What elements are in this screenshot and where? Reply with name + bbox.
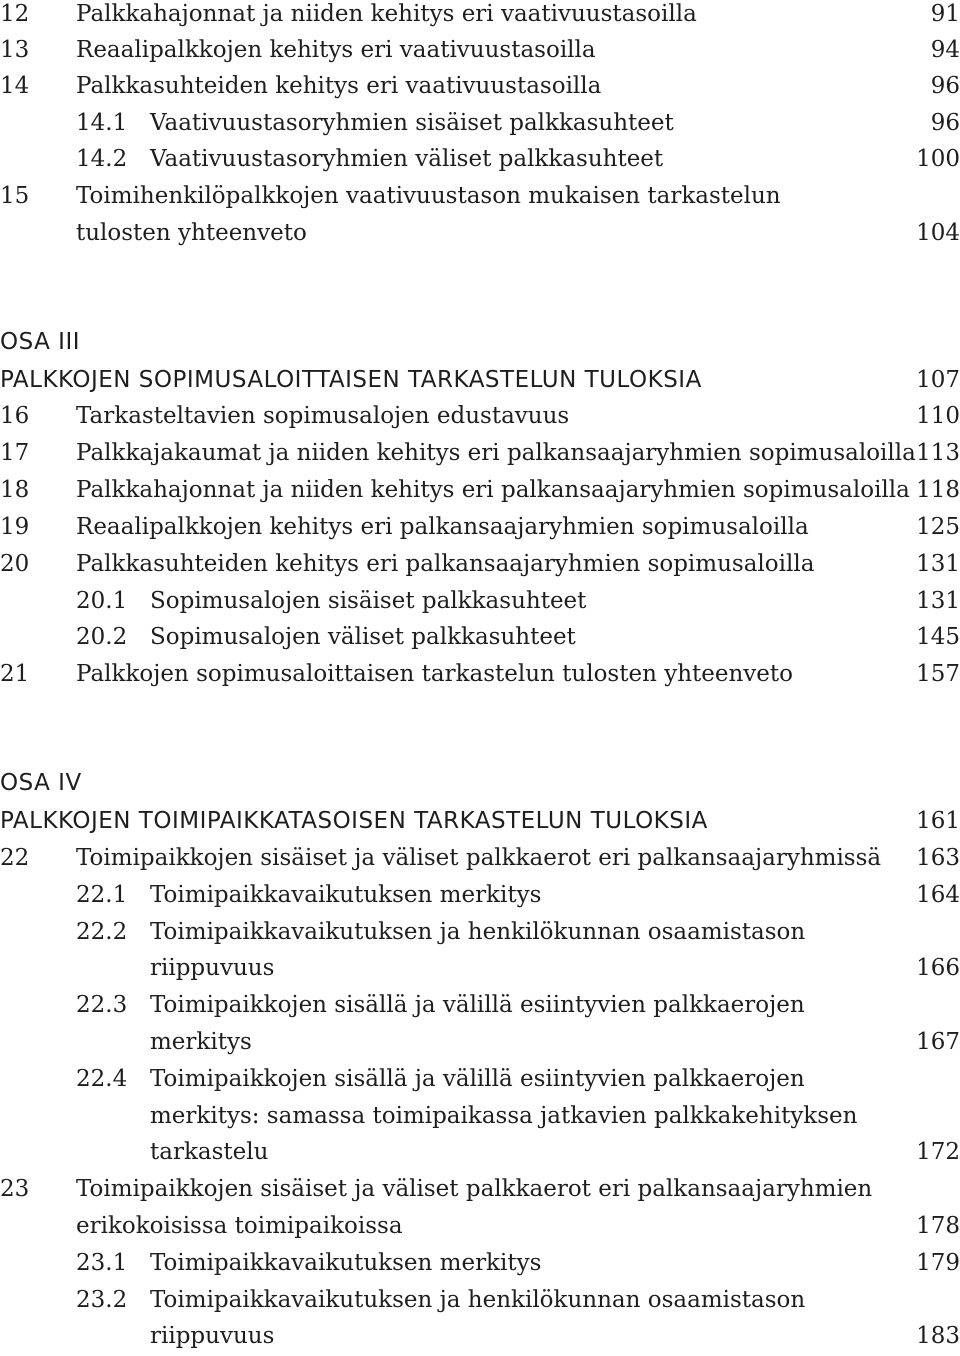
chapter-title: Tarkasteltavien sopimusalojen edustavuus [76,403,570,429]
section-title-continued: tarkastelu [150,1139,269,1165]
chapter-title: Reaalipalkkojen kehitys eri vaativuustasoilla [76,37,596,63]
chapter-title: Palkkahajonnat ja niiden kehitys eri vaativuustasoilla [76,1,697,27]
chapter-number: 12 [0,1,30,27]
chapter-title-continued: erikokoisissa toimipaikoissa [76,1213,403,1239]
toc-entry [0,509,960,545]
part-number: OSA IV [0,770,82,796]
section-number: 20.2 [76,624,128,650]
section-title: Toimipaikkavaikutuksen ja henkilökunnan osaamistason [150,1287,806,1313]
section-number: 23.2 [76,1287,128,1313]
toc-subentry-continuation [0,1318,960,1354]
section-title-continued: merkitys [150,1029,252,1055]
toc-entry [0,68,960,104]
page-number: 113 [916,440,960,466]
page-number: 163 [916,845,960,871]
section-title-continued: riippuvuus [150,1323,275,1349]
toc-subentry [0,141,960,177]
page-number: 183 [916,1323,960,1349]
toc-entry-continuation [0,215,960,251]
toc-entry-continuation [0,1208,960,1244]
page-number: 104 [916,220,960,246]
chapter-number: 22 [0,845,30,871]
chapter-number: 15 [0,183,30,209]
toc-subentry [0,1282,960,1318]
toc-subentry-continuation [0,1098,960,1134]
section-title: Sopimusalojen sisäiset palkkasuhteet [150,588,587,614]
page-number: 166 [916,955,960,981]
part-title: PALKKOJEN TOIMIPAIKKATASOISEN TARKASTELUN TULOKSIA [0,808,708,834]
section-title: Toimipaikkavaikutuksen ja henkilökunnan osaamistason [150,919,806,945]
page-number: 110 [916,403,960,429]
chapter-number: 18 [0,477,30,503]
section-title-continued: merkitys: samassa toimipaikassa jatkavien palkkakehityksen [150,1103,858,1129]
toc-subentry [0,1245,960,1281]
toc-subentry [0,619,960,655]
toc-subentry [0,105,960,141]
section-number: 22.3 [76,992,128,1018]
toc-subentry [0,877,960,913]
toc-subentry-continuation [0,1024,960,1060]
chapter-title: Palkkajakaumat ja niiden kehitys eri palkansaajaryhmien sopimusaloilla [76,440,916,466]
chapter-title: Palkkahajonnat ja niiden kehitys eri palkansaajaryhmien sopimusaloilla [76,477,910,503]
section-number: 20.1 [76,588,128,614]
chapter-title: Reaalipalkkojen kehitys eri palkansaajaryhmien sopimusaloilla [76,514,809,540]
page-number: 161 [916,808,960,834]
page-number: 178 [916,1213,960,1239]
page-number: 91 [930,1,960,27]
toc-entry [0,472,960,508]
toc-entry [0,398,960,434]
part-title: PALKKOJEN SOPIMUSALOITTAISEN TARKASTELUN TULOKSIA [0,367,702,393]
chapter-title: Palkkasuhteiden kehitys eri palkansaajaryhmien sopimusaloilla [76,551,815,577]
toc-entry [0,1171,960,1207]
page-number: 172 [916,1139,960,1165]
page-number: 145 [916,624,960,650]
part-label [0,765,960,801]
page-number: 179 [916,1250,960,1276]
part-heading [0,803,960,839]
section-number: 22.4 [76,1066,128,1092]
section-number: 22.2 [76,919,128,945]
section-title: Vaativuustasoryhmien väliset palkkasuhteet [150,146,664,172]
chapter-number: 20 [0,551,30,577]
page-number: 100 [916,146,960,172]
page-number: 96 [930,73,960,99]
page-number: 164 [916,882,960,908]
toc-subentry-continuation [0,1134,960,1170]
part-label [0,324,960,360]
chapter-title: Palkkasuhteiden kehitys eri vaativuustasoilla [76,73,602,99]
chapter-title-continued: tulosten yhteenveto [76,220,307,246]
section-title: Toimipaikkavaikutuksen merkitys [150,1250,542,1276]
section-title-continued: riippuvuus [150,955,275,981]
toc-entry [0,178,960,214]
page-number: 167 [916,1029,960,1055]
page-number: 125 [916,514,960,540]
chapter-number: 21 [0,661,30,687]
section-title: Toimipaikkojen sisällä ja välillä esiintyvien palkkaerojen [150,1066,805,1092]
chapter-title: Toimipaikkojen sisäiset ja väliset palkkaerot eri palkansaajaryhmissä [76,845,882,871]
toc-subentry-continuation [0,950,960,986]
toc-subentry [0,583,960,619]
page-number: 118 [916,477,960,503]
toc-subentry [0,1061,960,1097]
chapter-title: Palkkojen sopimusaloittaisen tarkastelun tulosten yhteenveto [76,661,793,687]
chapter-number: 14 [0,73,30,99]
section-title: Vaativuustasoryhmien sisäiset palkkasuhteet [150,110,674,136]
toc-entry [0,546,960,582]
page-number: 94 [930,37,960,63]
page-number: 157 [916,661,960,687]
chapter-number: 17 [0,440,30,466]
section-number: 22.1 [76,882,128,908]
part-number: OSA III [0,329,81,355]
page-number: 107 [916,367,960,393]
chapter-title: Toimipaikkojen sisäiset ja väliset palkkaerot eri palkansaajaryhmien [76,1176,873,1202]
section-title: Toimipaikkojen sisällä ja välillä esiintyvien palkkaerojen [150,992,805,1018]
section-title: Toimipaikkavaikutuksen merkitys [150,882,542,908]
section-number: 23.1 [76,1250,128,1276]
toc-entry [0,656,960,692]
toc-subentry [0,987,960,1023]
chapter-title: Toimihenkilöpalkkojen vaativuustason mukaisen tarkastelun [76,183,781,209]
chapter-number: 16 [0,403,30,429]
toc-subentry [0,914,960,950]
chapter-number: 23 [0,1176,30,1202]
chapter-number: 13 [0,37,30,63]
toc-entry [0,840,960,876]
page-number: 131 [916,588,960,614]
page-number: 131 [916,551,960,577]
chapter-number: 19 [0,514,30,540]
part-heading [0,362,960,398]
toc-entry [0,0,960,32]
section-number: 14.1 [76,110,128,136]
page-number: 96 [930,110,960,136]
section-title: Sopimusalojen väliset palkkasuhteet [150,624,576,650]
section-number: 14.2 [76,146,128,172]
toc-entry [0,435,960,471]
toc-entry [0,32,960,68]
